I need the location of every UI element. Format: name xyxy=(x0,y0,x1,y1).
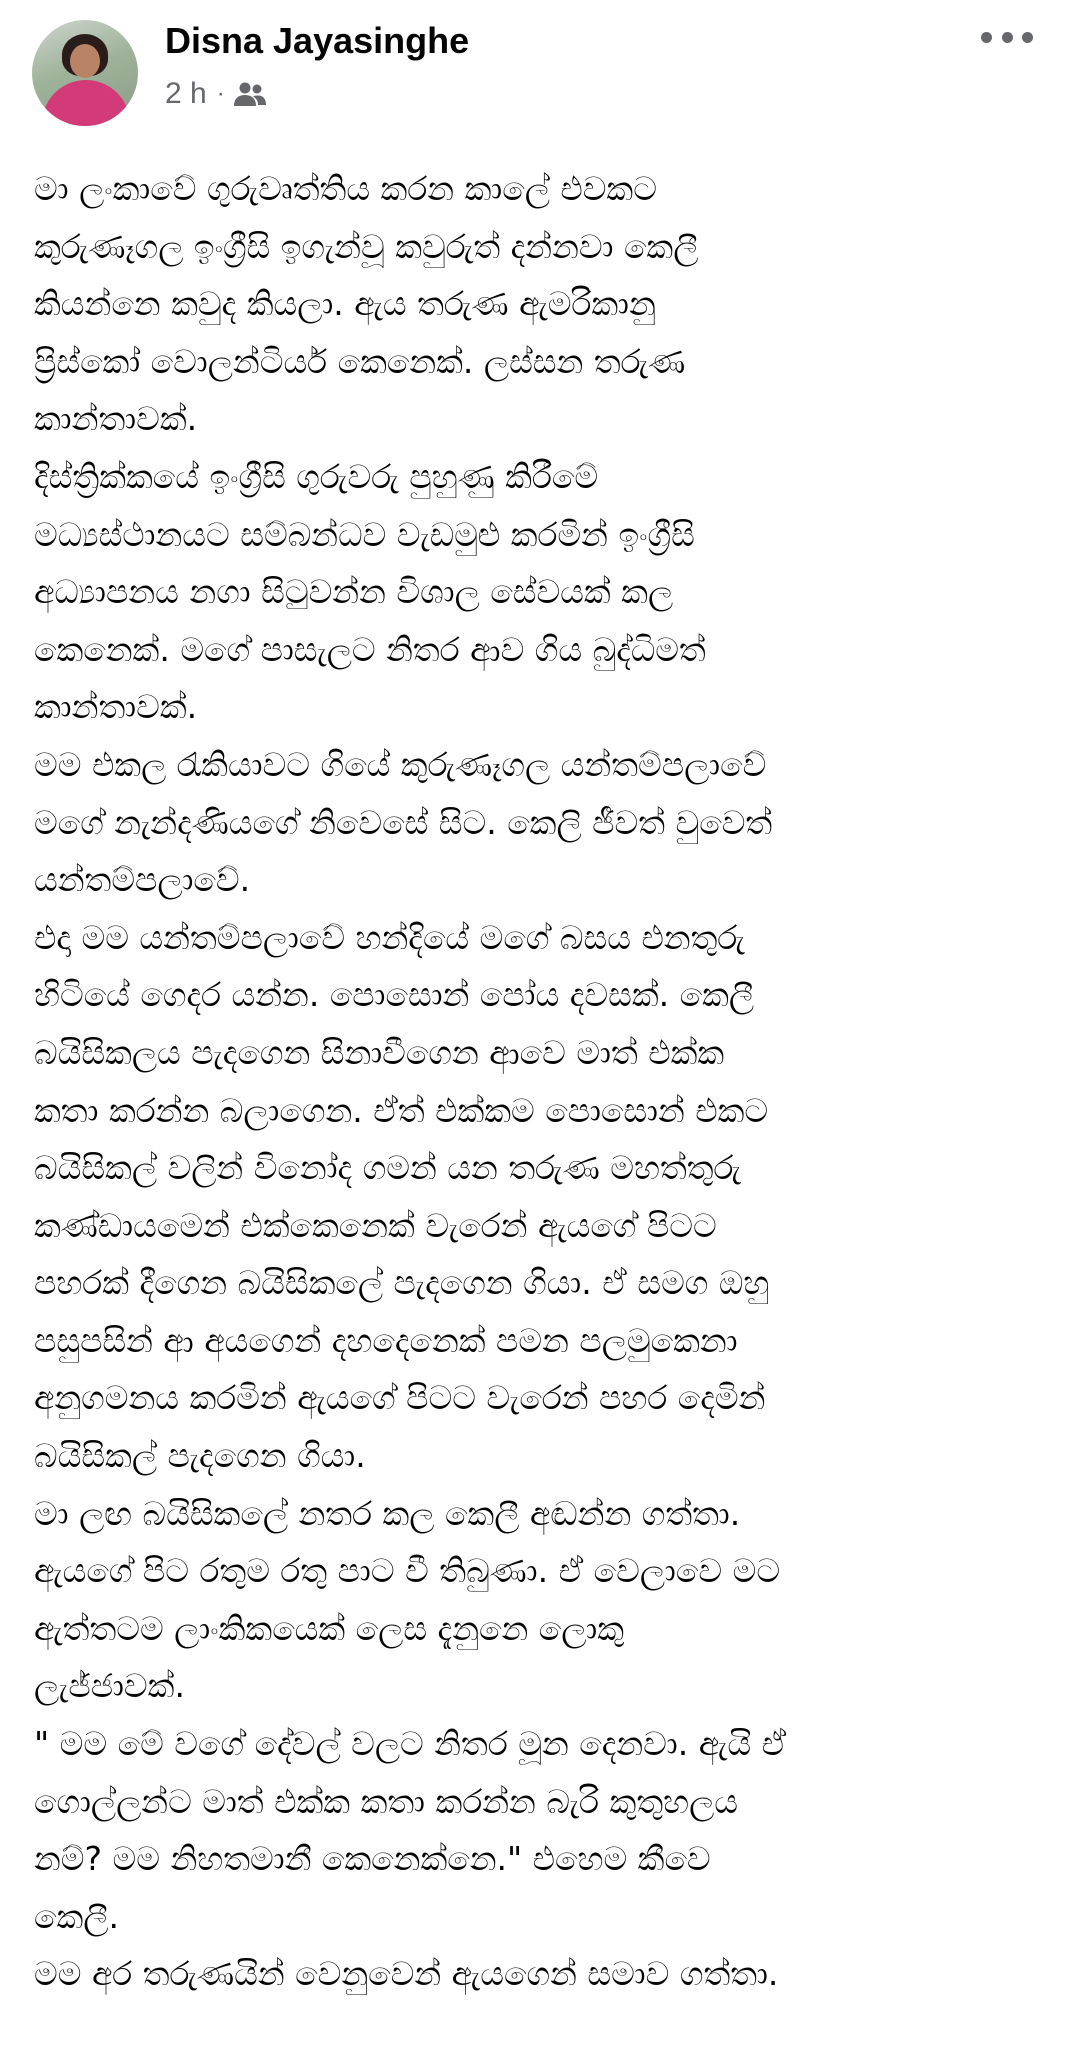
post-text-line: දිස්ත්‍රික්කයේ ඉංග්‍රීසි ගුරුවරු පුහුණු කිරීමේ xyxy=(34,456,599,496)
more-dot xyxy=(1002,32,1013,43)
post-text-line: නම්? මම නිහතමානී කෙනෙක්නෙ." එහෙම කීවෙ xyxy=(34,1839,711,1879)
post-header xyxy=(0,0,1075,150)
post-text-line: ලැජ්ජාවක්. xyxy=(34,1666,185,1706)
post-text-line: බයිසිකලය පැදගෙන සිනාවීගෙන ආවෙ මාත් එක්ක xyxy=(34,1032,725,1072)
friends-icon xyxy=(233,81,267,107)
avatar-body xyxy=(42,80,130,126)
post-text-line: කණ්ඩායමෙන් එක්කෙනෙක් වැරෙන් ඇයගේ පිටට xyxy=(34,1205,717,1245)
post-meta xyxy=(165,74,267,114)
post-text-line: හිටියේ ගෙදර යන්න. පොසොන් පෝය දවසක්. කෙලී xyxy=(34,975,755,1015)
avatar-face xyxy=(70,44,100,78)
post-text-line: ගොල්ලන්ට මාත් එක්ක කතා කරන්න බැරි කුතුහලය xyxy=(34,1781,739,1821)
meta-separator: · xyxy=(216,80,225,107)
post-text-line: කෙනෙක්. මගේ පාසැලට නිතර ආව ගිය බුද්ධිමත් xyxy=(34,629,706,669)
post-text-line: කෙලී. xyxy=(34,1896,119,1936)
post-text-line: කියන්නෙ කවුද කියලා. ඇය තරුණ ඇමරිකානු xyxy=(34,284,656,324)
author-avatar[interactable] xyxy=(32,20,138,126)
post-text-line: බයිසිකල් පැදගෙන ගියා. xyxy=(34,1436,366,1476)
post-timestamp[interactable]: 2 h xyxy=(165,77,207,110)
post-text-line: යන්තම්පලාවේ. xyxy=(34,860,251,900)
author-name[interactable]: Disna Jayasinghe xyxy=(165,20,470,61)
post-text-line: පහරක් දීගෙන බයිසිකලේ පැදගෙන ගියා. ඒ සමග ඔහු xyxy=(34,1263,770,1303)
post-text-line: කාන්තාවක්. xyxy=(34,399,198,439)
post-text-line: බයිසිකල් වලින් විනෝද ගමන් යන තරුණ මහත්තුරු xyxy=(34,1148,742,1188)
post-text-line: කුරුණෑගල ඉංග්‍රීසි ඉගැන්වූ කවුරුත් දන්නවා කෙලී xyxy=(34,226,699,266)
post-text-line: අධ්‍යාපනය නගා සිටුවන්න විශාල සේවයක් කල xyxy=(34,572,674,612)
post-text-line: මා ලංකාවේ ගුරුවෘත්තිය කරන කාලේ එවකට xyxy=(34,169,657,208)
more-options-icon[interactable] xyxy=(981,22,1033,52)
post-text-line: එදා මම යන්තම්පලාවේ හන්දියේ මගේ බසය එනතුරු xyxy=(34,917,745,957)
post-text-line: මම එකල රැකියාවට ගියේ කුරුණෑගල යන්තම්පලාවේ xyxy=(34,744,767,784)
post-text-line: " මම මේ වගේ දේවල් වලට නිතර මූන දෙනවා. ඇයි ඒ xyxy=(34,1724,787,1764)
post-text-line: කාන්තාවක්. xyxy=(34,687,198,727)
post-text-line: පසුපසින් ආ අයගෙන් දහදෙනෙක් පමන පලමුකෙනා xyxy=(34,1320,738,1360)
post-text-line: මගේ නැන්දණියගේ නිවෙසේ සිට. කෙලි ජීවත් වුවෙත් xyxy=(34,802,773,842)
post-text-line: අනුගමනය කරමින් ඇයගේ පිටට වැරෙන් පහර දෙමින් xyxy=(34,1378,766,1418)
post-text-line: ප්‍රිස්කෝ වොලන්ටියර් කෙනෙක්. ලස්සන තරුණ xyxy=(34,341,686,381)
post-text-line: මම අර තරුණයින් වෙනුවෙන් ඇයගෙන් සමාව ගත්තා. xyxy=(34,1954,779,1994)
post-body xyxy=(34,160,1049,2003)
more-dot xyxy=(1022,32,1033,43)
post-text-line: මා ලඟ බයිසිකලේ නතර කල කෙලී අඬන්න ගත්තා. xyxy=(34,1493,741,1533)
post-text-line: ඇත්තටම ලාංකිකයෙක් ලෙස දැනුනෙ ලොකු xyxy=(34,1608,625,1648)
post-text-line: කතා කරන්න බලාගෙන. ඒත් එක්කම පොසොන් එකට xyxy=(34,1090,769,1130)
post-text-line: ඇයගේ පිට රතුම රතු පාට වී තිබුණා. ඒ වෙලාවෙ මට xyxy=(34,1551,781,1591)
more-dot xyxy=(981,32,992,43)
post-text-line: මධ්‍යස්ථානයට සම්බන්ධව වැඩමුළු කරමින් ඉංග්‍රීසි xyxy=(34,514,695,554)
